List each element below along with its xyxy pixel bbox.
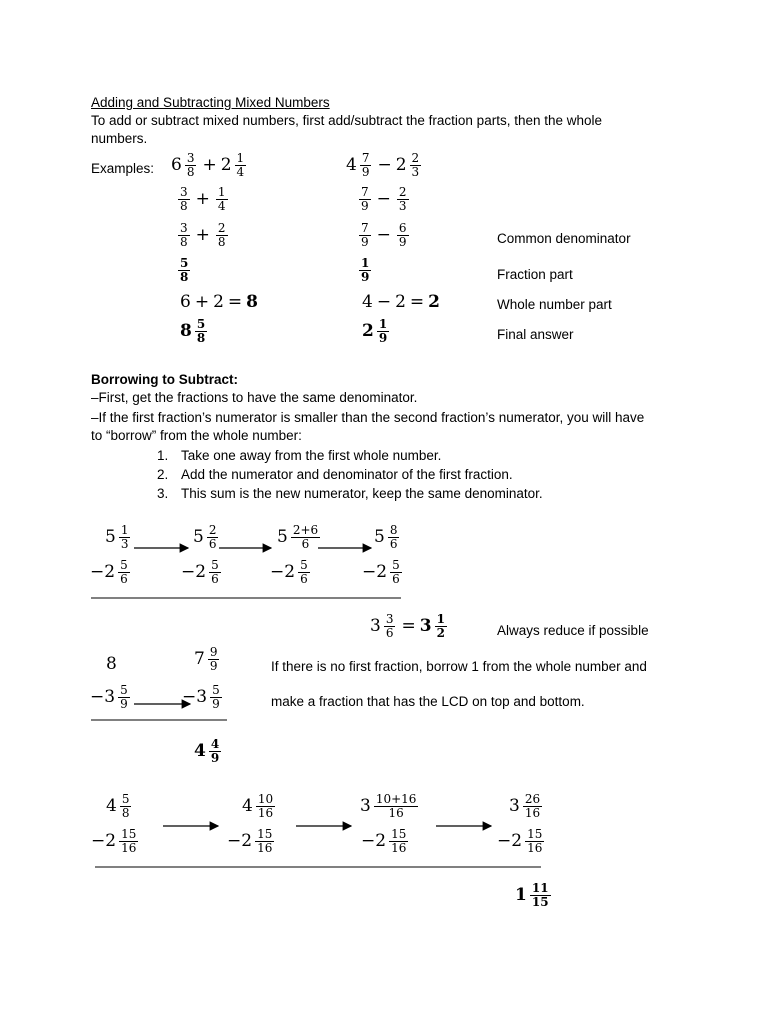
sub-fraction-part: 1 9: [361, 256, 370, 284]
sub-problem: 4 7 9 − 2 2 3: [346, 151, 420, 179]
borrow2-top-converted: 7 9 9: [194, 645, 218, 673]
add-common-step: 3 8 + $\frac{2}{8}$: [180, 221, 226, 249]
borrowing-rule-2: –If the first fraction’s numerator is smaller than the second fraction’s numerator, you will have: [91, 410, 645, 425]
sub-fraction-step: 7 9 − $\frac{2}{3}$: [361, 185, 407, 213]
list-item: 1. Take one away from the first whole number.: [157, 448, 442, 463]
intro-text: To add or subtract mixed numbers, first add/subtract the fraction parts, then the whole: [91, 113, 603, 128]
borrow3-answer: 1 11 15: [515, 881, 549, 909]
add-final-answer: 8 5 8: [180, 317, 206, 345]
borrow1-top-1: 5 1 3: [105, 523, 129, 551]
borrow3-top-4: 3 26 16: [509, 792, 541, 820]
borrow2-top-whole: 8: [106, 654, 117, 674]
borrow1-bottom-1: −2 5 6: [90, 558, 128, 586]
list-item: 3. This sum is the new numerator, keep the same denominator.: [157, 486, 543, 501]
borrow1-top-2: 5 2 6: [193, 523, 217, 551]
borrow2-bottom-1: −3 5 9: [90, 683, 128, 711]
add-fraction-part: 5 8: [180, 256, 189, 284]
examples-label: Examples:: [91, 161, 155, 176]
add-fraction-step: 3 8 + $\frac{1}{4}$: [180, 185, 226, 213]
borrowing-rule-1: –First, get the fractions to have the same denominator.: [91, 390, 418, 405]
borrow1-bottom-3: −2 5 6: [270, 558, 308, 586]
page-title: Adding and Subtracting Mixed Numbers: [91, 95, 330, 110]
add-problem: 6 3 8 + 2 1 4: [171, 151, 245, 179]
sub-whole-part: 4 − 2 = 2: [362, 292, 440, 312]
label-fraction-part: Fraction part: [497, 267, 573, 282]
borrow2-answer: 4 4 9: [194, 737, 220, 765]
sub-common-step: 7 9 − $\frac{6}{9}$: [361, 221, 407, 249]
borrow1-top-3: 5 2+6 6: [277, 523, 319, 551]
label-common-denominator: Common denominator: [497, 231, 631, 246]
borrow2-bottom-2: −3 5 9: [182, 683, 220, 711]
list-item: 2. Add the numerator and denominator of the first fraction.: [157, 467, 513, 482]
borrow3-bottom-1: −2 15 16: [91, 827, 137, 855]
borrow1-result: 3 $\frac{3}{6}$ = 3 1 2: [370, 612, 445, 640]
reduce-note: Always reduce if possible: [497, 623, 649, 638]
borrow3-top-3: 3 10+16 16: [360, 792, 417, 820]
label-final-answer: Final answer: [497, 327, 574, 342]
add-whole-part: 6 + 2 = 8: [180, 292, 258, 312]
borrow1-top-4: 5 8 6: [374, 523, 398, 551]
borrow-note-line1: If there is no first fraction, borrow 1 from the whole number and: [271, 659, 647, 674]
borrowing-rule-2-cont: to “borrow” from the whole number:: [91, 428, 302, 443]
borrow3-top-1: 4 5 8: [106, 792, 130, 820]
intro-text-cont: numbers.: [91, 131, 148, 146]
borrow1-bottom-2: −2 5 6: [181, 558, 219, 586]
sub-final-answer: 2 1 9: [362, 317, 388, 345]
borrow1-bottom-4: −2 5 6: [362, 558, 400, 586]
borrowing-heading: Borrowing to Subtract:: [91, 372, 238, 387]
label-whole-number-part: Whole number part: [497, 297, 612, 312]
borrow3-bottom-4: −2 15 16: [497, 827, 543, 855]
borrow3-top-2: 4 10 16: [242, 792, 274, 820]
borrow-note-line2: make a fraction that has the LCD on top and bottom.: [271, 694, 585, 709]
borrow3-bottom-2: −2 15 16: [227, 827, 273, 855]
borrow3-bottom-3: −2 15 16: [361, 827, 407, 855]
